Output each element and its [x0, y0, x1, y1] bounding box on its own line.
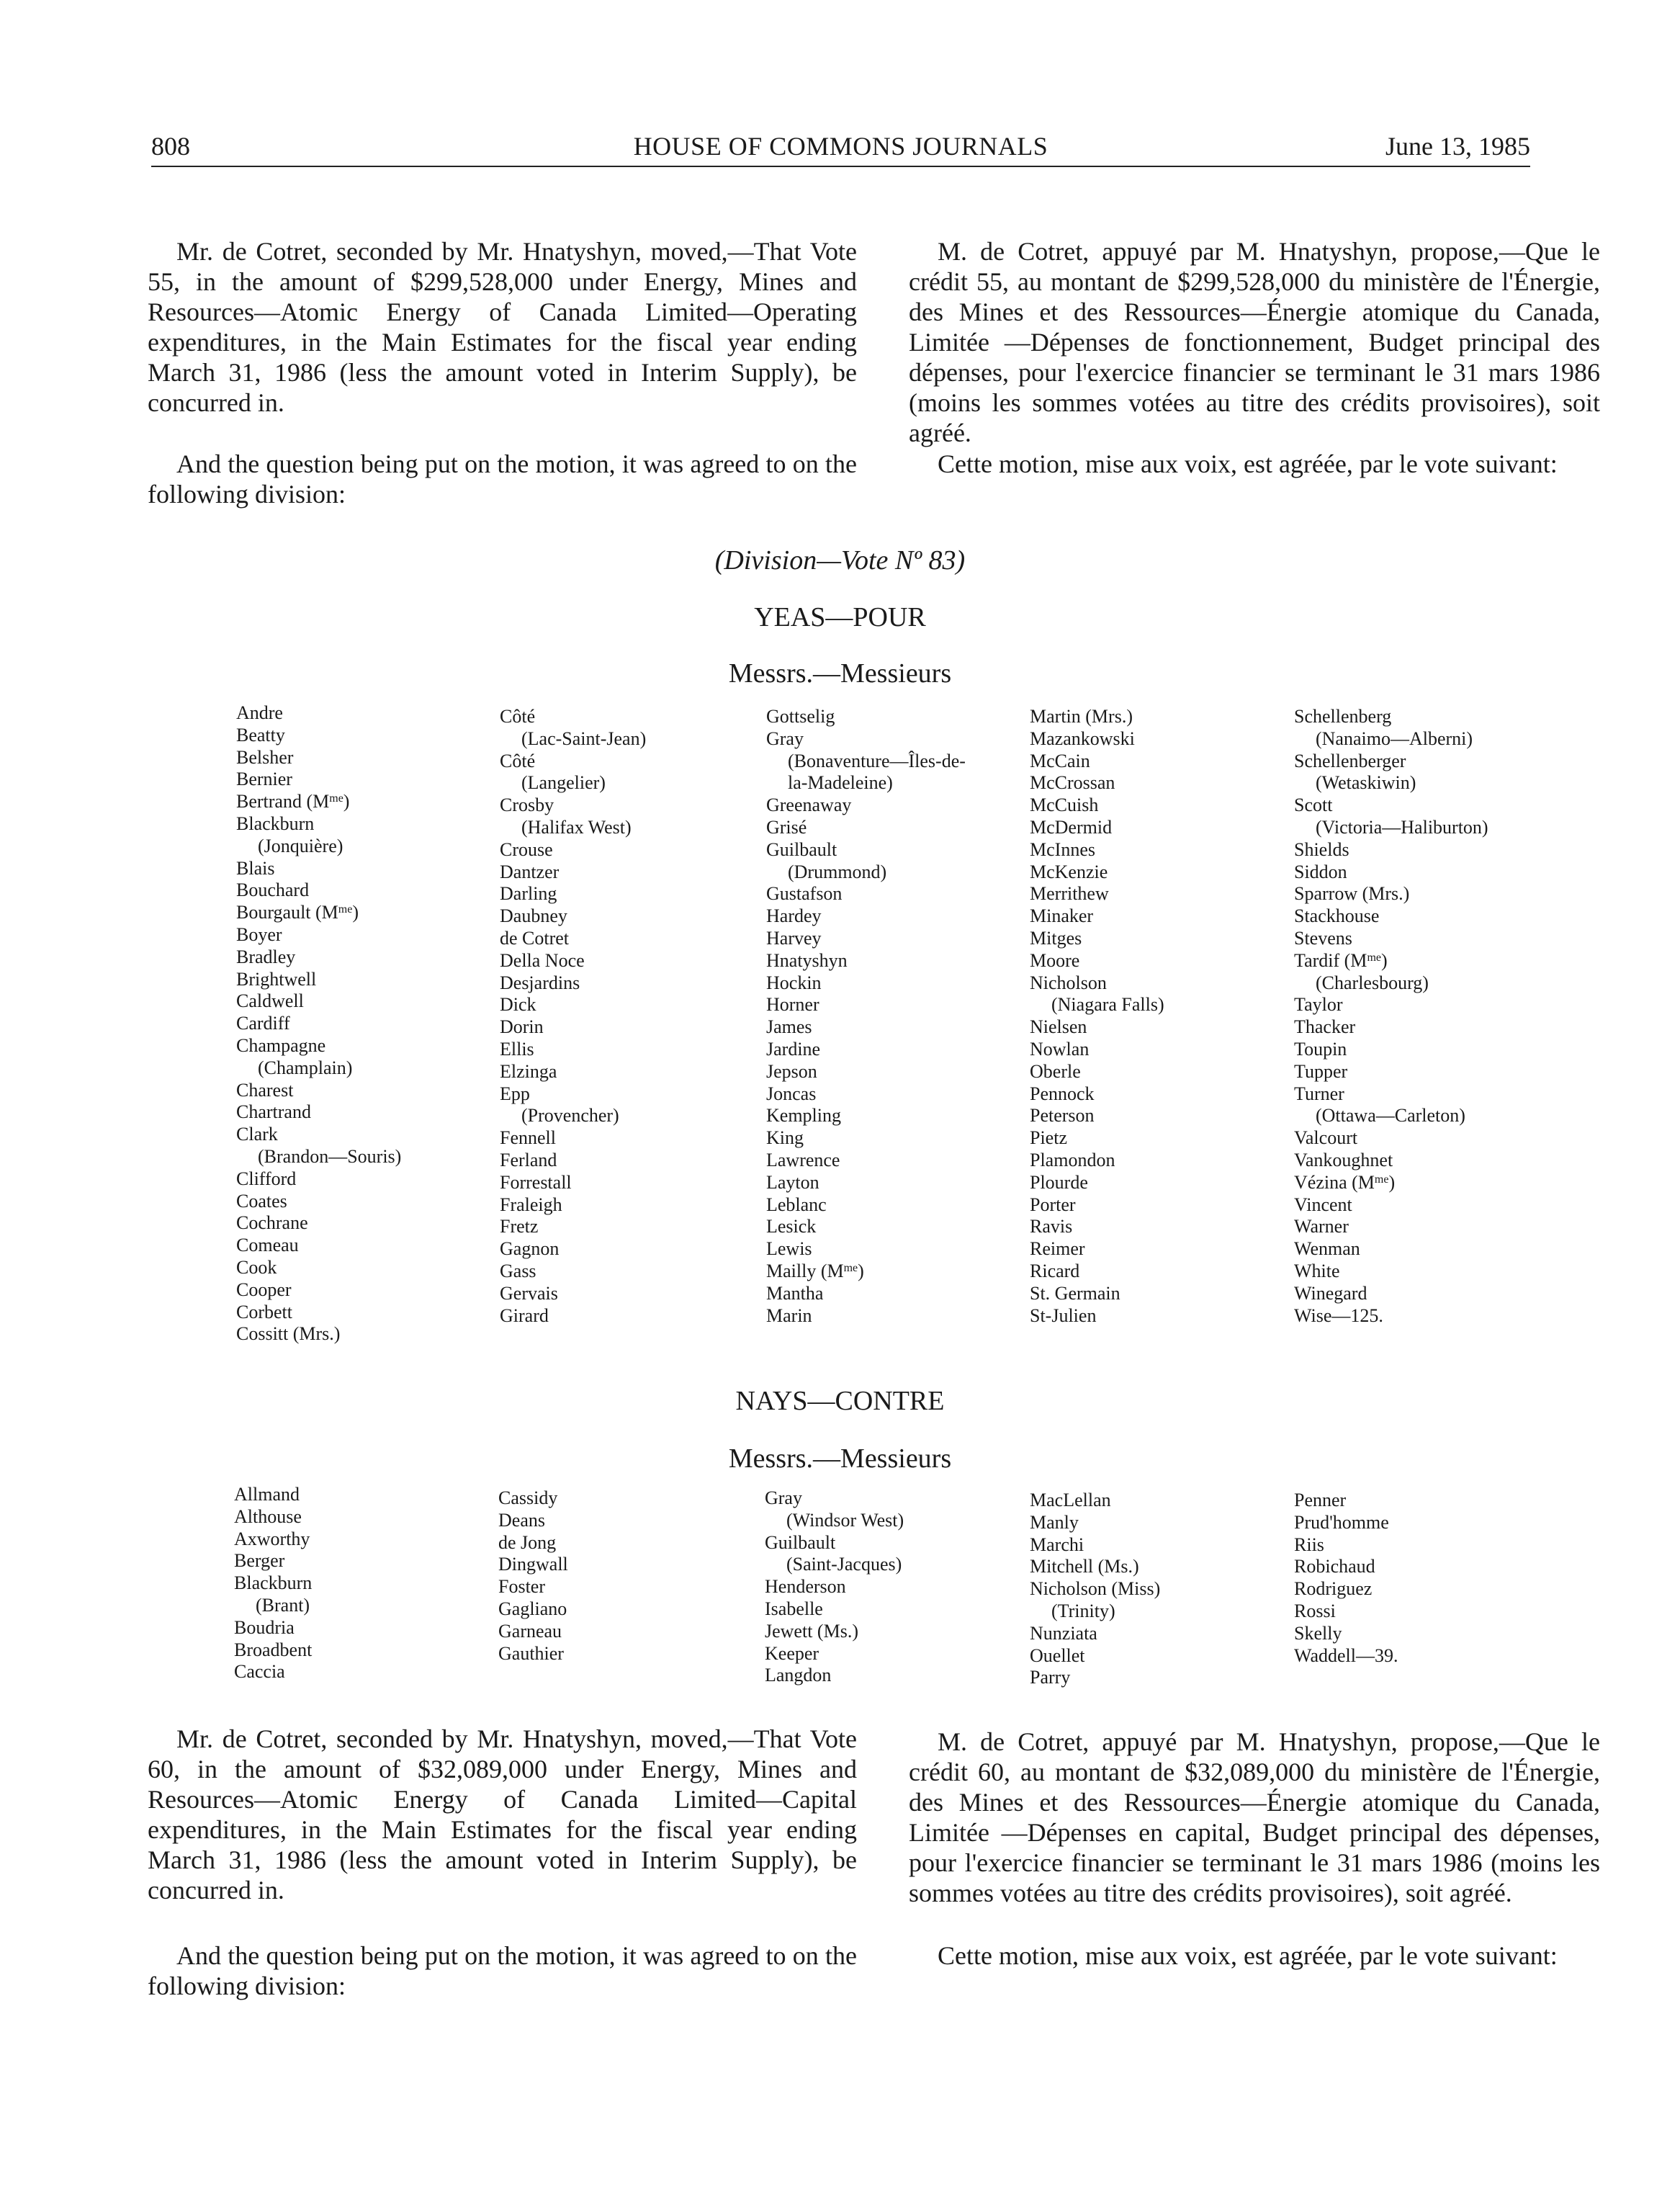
member-name: Plourde	[1030, 1171, 1088, 1193]
member-name: St-Julien	[1030, 1304, 1097, 1326]
yeas-subheading: Messrs.—Messieurs	[728, 658, 952, 689]
member-name: McCuish	[1030, 794, 1099, 816]
member-name: Broadbent	[234, 1639, 313, 1660]
member-name: McKenzie	[1030, 861, 1108, 882]
motion-2-question-english: And the question being put on the motion, it was agreed to on the following division:	[148, 1941, 857, 2000]
member-name: Lewis	[766, 1238, 812, 1260]
member-name: Hnatyshyn	[766, 949, 848, 971]
member-riding: (Brandon—Souris)	[258, 1145, 402, 1167]
member-name: Chartrand	[236, 1101, 311, 1123]
member-name: Siddon	[1294, 861, 1347, 882]
member-name: Mantha	[766, 1282, 824, 1304]
member-name: Peterson	[1030, 1105, 1095, 1127]
member-name: Crosby	[500, 794, 554, 816]
member-name: Leblanc	[766, 1194, 827, 1215]
member-name: Gottselig	[766, 706, 835, 727]
member-name: Gagliano	[498, 1598, 567, 1619]
member-riding: (Brant)	[256, 1594, 310, 1616]
member-name: Cochrane	[236, 1212, 308, 1234]
member-name: Ouellet	[1030, 1644, 1085, 1666]
member-name: de Jong	[498, 1531, 557, 1553]
member-name: Champagne	[236, 1034, 326, 1056]
member-name: Pennock	[1030, 1083, 1095, 1104]
member-name: James	[766, 1016, 812, 1038]
division-heading: (Division—Vote Nº 83)	[714, 545, 966, 576]
member-riding: (Charlesbourg)	[1316, 972, 1429, 993]
member-name: Wise—125.	[1294, 1304, 1383, 1326]
member-name: King	[766, 1127, 804, 1149]
member-name: Waddell—39.	[1294, 1644, 1398, 1666]
member-name: Prud'homme	[1294, 1511, 1389, 1533]
nays-subheading: Messrs.—Messieurs	[728, 1443, 952, 1474]
member-name: Blackburn	[236, 813, 315, 834]
page-number: 808	[151, 132, 190, 161]
member-name: Fennell	[500, 1127, 556, 1149]
motion-1-question-french: Cette motion, mise aux voix, est agréée, par le vote suivant:	[938, 449, 1558, 478]
motion-2-english: Mr. de Cotret, seconded by Mr. Hnatyshyn, moved,—That Vote 60, in the amount of $32,089,000 under Energy, Mines and Resources—Atomic Energy of Canada Limited—Capital expenditures, in the Main Estimates for the fiscal year ending March 31, 1986 (less the amount voted in Interim Supply), be concurred in.	[148, 1724, 857, 1904]
member-name: Guilbault	[765, 1531, 836, 1553]
member-name: Lawrence	[766, 1149, 840, 1170]
member-name: Foster	[498, 1576, 545, 1598]
member-name: Dantzer	[500, 861, 560, 882]
page-header	[151, 127, 1530, 167]
member-riding: (Bonaventure—Îles-de-	[788, 750, 966, 771]
yeas-column-1	[236, 702, 401, 1346]
member-name: Jardine	[766, 1038, 821, 1060]
motion-1-question-english: And the question being put on the motion, it was agreed to on the following division:	[148, 449, 857, 509]
member-name: Girard	[500, 1304, 549, 1326]
member-name: Ravis	[1030, 1216, 1073, 1237]
member-name: Blais	[236, 857, 275, 879]
journal-title: HOUSE OF COMMONS JOURNALS	[633, 132, 1048, 161]
member-name: Bouchard	[236, 879, 310, 901]
member-name: Guilbault	[766, 838, 837, 860]
member-name: Mazankowski	[1030, 728, 1135, 749]
member-name: Charest	[236, 1079, 294, 1101]
member-riding: la-Madeleine)	[788, 772, 893, 794]
motion-1-english: Mr. de Cotret, seconded by Mr. Hnatyshyn, moved,—That Vote 55, in the amount of $299,528,000 under Energy, Mines and Resources—Atomic Energy of Canada Limited—Operating expenditures, in the Main Estimates for the fiscal year ending March 31, 1986 (less the amount voted in Interim Supply), be concurred in.	[148, 237, 857, 417]
member-riding: (Langelier)	[521, 772, 606, 794]
member-name: Merrithew	[1030, 883, 1109, 905]
member-name: Horner	[766, 994, 819, 1016]
member-name: McCrossan	[1030, 772, 1115, 794]
member-name: de Cotret	[500, 927, 570, 949]
member-name: Riis	[1294, 1534, 1324, 1555]
member-name: Jewett (Ms.)	[765, 1620, 858, 1642]
member-name: Ferland	[500, 1149, 557, 1170]
member-name: Marin	[766, 1304, 812, 1326]
member-name: Stevens	[1294, 927, 1352, 949]
member-name: Oberle	[1030, 1060, 1081, 1082]
member-name: Henderson	[765, 1576, 846, 1598]
member-name: Dingwall	[498, 1554, 568, 1575]
member-name: Marchi	[1030, 1534, 1084, 1555]
member-name: Rodriguez	[1294, 1578, 1373, 1600]
member-name: Tupper	[1294, 1060, 1348, 1082]
nays-heading: NAYS—CONTRE	[735, 1386, 945, 1416]
member-name: Porter	[1030, 1194, 1076, 1215]
member-name: Mitchell (Ms.)	[1030, 1556, 1139, 1577]
member-name: Tardif $(M^{me})$	[1294, 949, 1388, 971]
member-name: Cook	[236, 1256, 277, 1278]
member-name: Boudria	[234, 1616, 295, 1638]
member-name: Schellenberger	[1294, 750, 1406, 771]
member-name: Winegard	[1294, 1282, 1367, 1304]
yeas-column-2	[500, 706, 646, 1327]
member-name: Forrestall	[500, 1171, 572, 1193]
member-name: Warner	[1294, 1216, 1349, 1237]
member-name: Hockin	[766, 972, 822, 993]
member-name: Layton	[766, 1171, 819, 1193]
member-name: Desjardins	[500, 972, 580, 993]
member-name: Cassidy	[498, 1487, 558, 1508]
member-riding: (Wetaskiwin)	[1316, 772, 1416, 794]
member-name: Allmand	[234, 1484, 300, 1505]
member-name: Harvey	[766, 927, 822, 949]
member-name: Ellis	[500, 1038, 534, 1060]
member-name: Elzinga	[500, 1060, 557, 1082]
member-name: Garneau	[498, 1620, 562, 1642]
yeas-column-3	[766, 706, 966, 1327]
member-name: Joncas	[766, 1083, 817, 1104]
member-name: Vézina $(M^{me})$	[1294, 1171, 1396, 1193]
member-name: Sparrow (Mrs.)	[1294, 883, 1410, 905]
member-name: McCain	[1030, 750, 1090, 771]
member-name: Vincent	[1294, 1194, 1352, 1215]
member-name: Hardey	[766, 905, 822, 927]
member-name: McInnes	[1030, 838, 1095, 860]
member-riding: (Champlain)	[258, 1057, 353, 1078]
member-name: Cossitt (Mrs.)	[236, 1323, 341, 1345]
member-name: Stackhouse	[1294, 905, 1380, 927]
yeas-heading: YEAS—POUR	[754, 602, 926, 632]
page-date: June 13, 1985	[1385, 132, 1530, 161]
member-name: Daubney	[500, 905, 567, 927]
member-name: Grisé	[766, 816, 807, 838]
member-riding: (Halifax West)	[521, 816, 632, 838]
member-riding: (Nanaimo—Alberni)	[1316, 728, 1473, 749]
member-name: Robichaud	[1294, 1556, 1375, 1577]
member-name: St. Germain	[1030, 1282, 1120, 1304]
member-riding: (Drummond)	[788, 861, 887, 882]
member-name: Cardiff	[236, 1013, 290, 1034]
member-riding: (Ottawa—Carleton)	[1316, 1105, 1465, 1127]
member-name: Valcourt	[1294, 1127, 1358, 1149]
member-name: Nielsen	[1030, 1016, 1087, 1038]
member-name: Nicholson	[1030, 972, 1107, 993]
nays-column-2	[498, 1487, 568, 1665]
member-name: Bernier	[236, 769, 292, 790]
member-name: Caldwell	[236, 990, 304, 1012]
member-name: Côté	[500, 706, 536, 727]
member-riding: (Provencher)	[521, 1105, 619, 1127]
member-name: Nowlan	[1030, 1038, 1090, 1060]
member-riding: (Saint-Jacques)	[786, 1554, 902, 1575]
nays-column-5	[1294, 1490, 1398, 1667]
member-name: Greenaway	[766, 794, 852, 816]
motion-1-french: M. de Cotret, appuyé par M. Hnatyshyn, propose,—Que le crédit 55, au montant de $299,528,000 du ministère de l'Énergie, des Mines et des Ressources—Énergie atomique du Canada, Limitée —Dépenses de fonctionnement, Budget principal des dépenses, pour l'exercice financier se terminant le 31 mars 1986 (moins les sommes votées au titre des crédits provisoires), soit agréé.	[909, 237, 1600, 447]
member-name: Dick	[500, 994, 536, 1016]
member-name: Penner	[1294, 1490, 1347, 1510]
member-name: Bourgault $(M^{me})$	[236, 902, 359, 923]
member-name: Minaker	[1030, 905, 1094, 927]
member-name: Nicholson (Miss)	[1030, 1578, 1161, 1600]
motion-2-french: M. de Cotret, appuyé par M. Hnatyshyn, propose,—Que le crédit 60, au montant de $32,089,000 du ministère de l'Énergie, des Mines et des Ressources—Énergie atomique du Canada, Limitée —Dépenses en capital, Budget principal des dépenses, pour l'exercice financier se terminant le 31 mars 1986 (moins les sommes votées au titre des crédits provisoires), soit agréé.	[909, 1727, 1600, 1907]
member-name: Gustafson	[766, 883, 843, 905]
member-name: Schellenberg	[1294, 706, 1392, 727]
member-name: MacLellan	[1030, 1490, 1111, 1510]
member-name: McDermid	[1030, 816, 1113, 838]
member-name: Gray	[766, 728, 804, 749]
member-riding: (Trinity)	[1051, 1600, 1115, 1621]
member-name: Bertrand $(M^{me})$	[236, 791, 350, 813]
member-name: Pietz	[1030, 1127, 1067, 1149]
member-name: Corbett	[236, 1301, 292, 1322]
motion-2-question-french: Cette motion, mise aux voix, est agréée, par le vote suivant:	[938, 1941, 1558, 1970]
member-name: Rossi	[1294, 1600, 1336, 1621]
member-name: Toupin	[1294, 1038, 1347, 1060]
member-name: Coates	[236, 1190, 287, 1212]
member-riding: (Victoria—Haliburton)	[1316, 816, 1488, 838]
member-name: Nunziata	[1030, 1622, 1097, 1644]
member-name: Turner	[1294, 1083, 1344, 1104]
member-name: Berger	[234, 1550, 285, 1572]
member-name: Thacker	[1294, 1016, 1356, 1038]
yeas-column-4	[1030, 706, 1164, 1327]
member-name: Boyer	[236, 923, 282, 945]
member-name: Fretz	[500, 1216, 539, 1237]
member-name: Keeper	[765, 1642, 819, 1664]
nays-column-1	[234, 1484, 312, 1683]
member-name: Jepson	[766, 1060, 817, 1082]
member-name: Dorin	[500, 1016, 544, 1038]
yeas-column-5	[1294, 706, 1488, 1327]
member-name: Mailly $(M^{me})$	[766, 1260, 864, 1281]
member-name: Gray	[765, 1487, 802, 1508]
member-name: Shields	[1294, 838, 1349, 860]
member-name: Wenman	[1294, 1238, 1360, 1260]
member-name: Axworthy	[234, 1528, 310, 1549]
member-name: Blackburn	[234, 1572, 313, 1594]
member-name: Gauthier	[498, 1642, 564, 1664]
member-name: Scott	[1294, 794, 1333, 816]
member-name: Andre	[236, 702, 283, 723]
member-name: Lesick	[766, 1216, 817, 1237]
member-riding: (Jonquière)	[258, 835, 343, 856]
member-name: Reimer	[1030, 1238, 1085, 1260]
member-name: Crouse	[500, 838, 553, 860]
member-name: Langdon	[765, 1665, 832, 1686]
member-name: Plamondon	[1030, 1149, 1115, 1170]
member-name: Beatty	[236, 724, 285, 746]
member-name: Clark	[236, 1124, 278, 1145]
member-name: Parry	[1030, 1667, 1071, 1688]
member-name: Della Noce	[500, 949, 585, 971]
nays-column-4	[1030, 1490, 1160, 1689]
member-name: Brightwell	[236, 968, 317, 990]
member-name: White	[1294, 1260, 1340, 1281]
member-name: Gervais	[500, 1282, 558, 1304]
member-name: Bradley	[236, 946, 296, 967]
member-name: Taylor	[1294, 994, 1343, 1016]
member-name: Mitges	[1030, 927, 1082, 949]
member-name: Manly	[1030, 1511, 1079, 1533]
member-name: Deans	[498, 1509, 545, 1531]
member-name: Clifford	[236, 1168, 297, 1189]
member-name: Gagnon	[500, 1238, 560, 1260]
member-name: Isabelle	[765, 1598, 823, 1619]
nays-column-3	[765, 1487, 904, 1687]
member-name: Kempling	[766, 1105, 841, 1127]
member-name: Fraleigh	[500, 1194, 562, 1215]
member-riding: (Niagara Falls)	[1051, 994, 1164, 1016]
member-name: Comeau	[236, 1235, 299, 1256]
member-name: Darling	[500, 883, 557, 905]
member-name: Gass	[500, 1260, 536, 1281]
member-name: Ricard	[1030, 1260, 1080, 1281]
member-name: Epp	[500, 1083, 530, 1104]
member-name: Skelly	[1294, 1622, 1342, 1644]
member-name: Martin (Mrs.)	[1030, 706, 1133, 727]
member-name: Moore	[1030, 949, 1080, 971]
member-name: Cooper	[236, 1279, 292, 1300]
member-name: Althouse	[234, 1505, 302, 1527]
member-name: Belsher	[236, 746, 294, 768]
member-name: Côté	[500, 750, 536, 771]
member-riding: (Lac-Saint-Jean)	[521, 728, 647, 749]
member-name: Caccia	[234, 1661, 285, 1683]
member-riding: (Windsor West)	[786, 1509, 904, 1531]
member-name: Vankoughnet	[1294, 1149, 1393, 1170]
